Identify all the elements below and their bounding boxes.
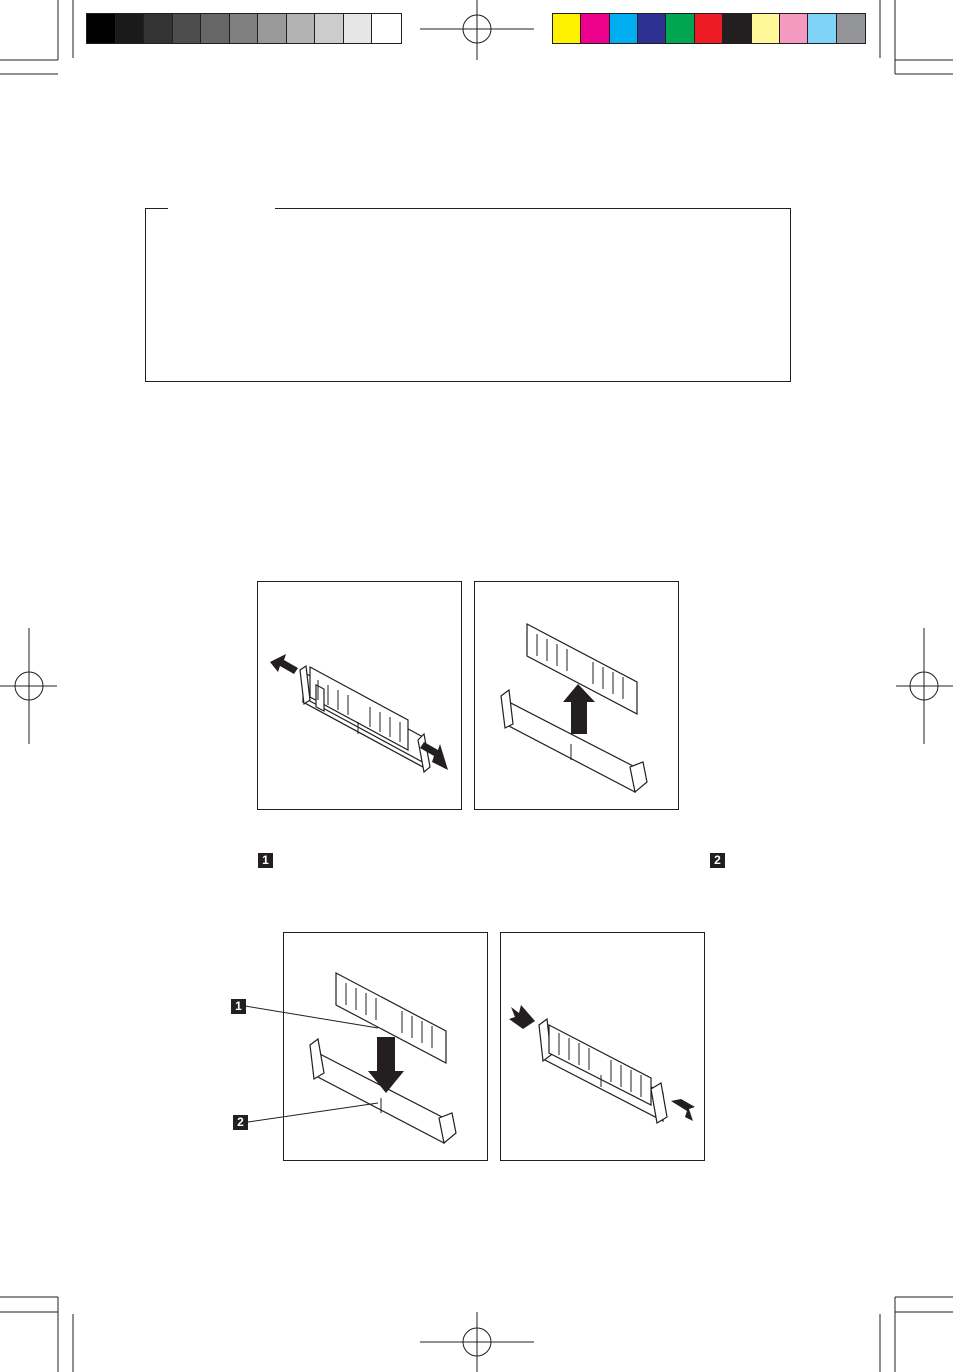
arrow-up-icon bbox=[563, 684, 595, 734]
callout-2: 2 bbox=[233, 1115, 248, 1130]
figure-insert-module bbox=[283, 932, 488, 1161]
memory-latch-close-icon bbox=[501, 933, 706, 1162]
memory-module-remove-icon bbox=[475, 582, 680, 811]
memory-latch-open-icon bbox=[258, 582, 463, 811]
note-heading-gap bbox=[168, 205, 275, 211]
memory-module-insert-icon bbox=[284, 933, 489, 1162]
callout-1: 1 bbox=[231, 999, 246, 1014]
step-marker-2: 2 bbox=[710, 853, 725, 868]
figure-release-latches bbox=[257, 581, 462, 810]
step-marker-1: 1 bbox=[258, 853, 273, 868]
figure-remove-module bbox=[474, 581, 679, 810]
note-box bbox=[145, 208, 791, 382]
figure-close-latches bbox=[500, 932, 705, 1161]
